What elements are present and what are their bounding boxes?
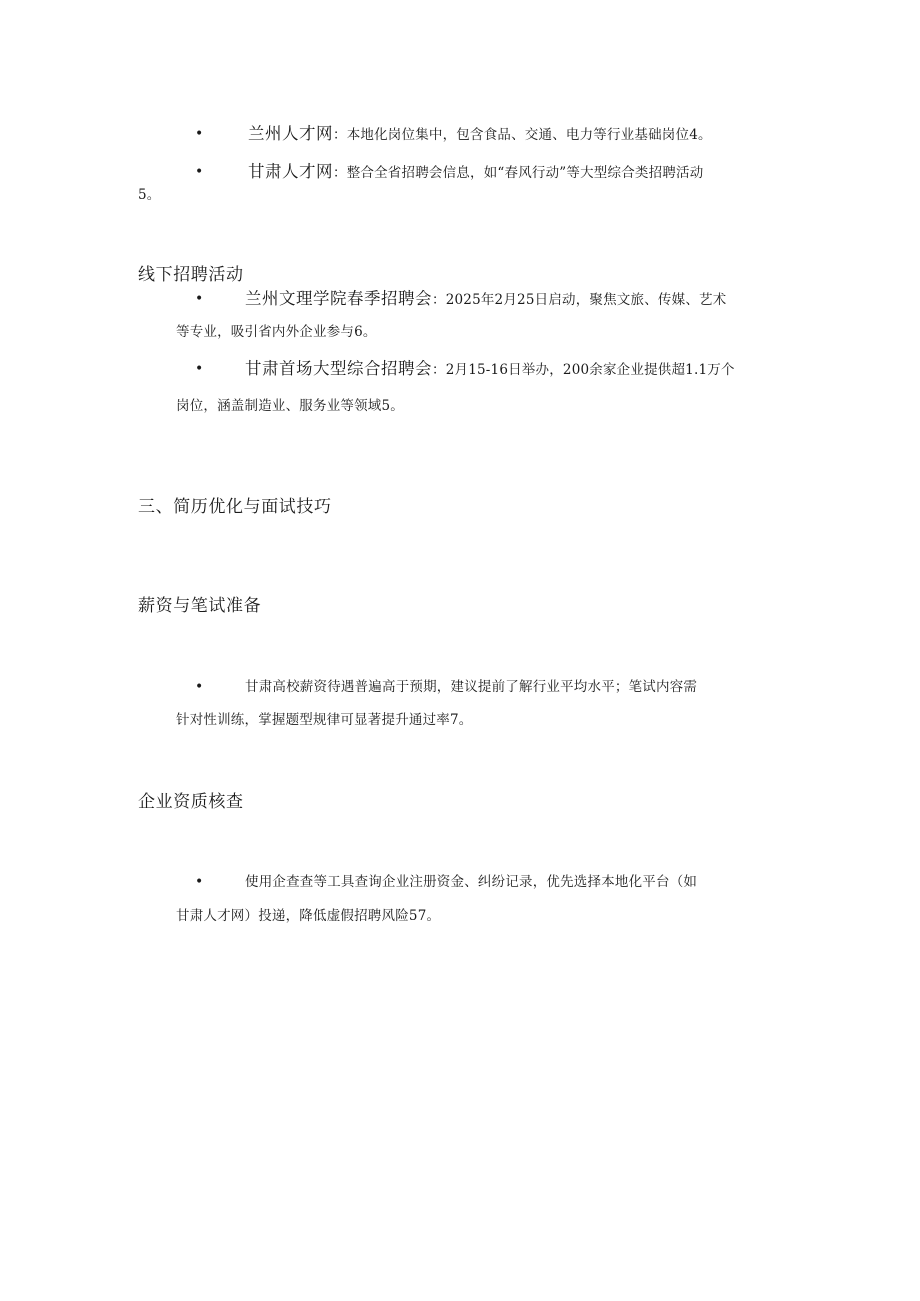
list-item-line-continued: 甘肃人才网）投递，降低虚假招聘风险57。 — [176, 908, 441, 924]
list-item-line: 甘肃高校薪资待遇普遍高于预期，建议提前了解行业平均水平；笔试内容需 — [245, 679, 698, 695]
item-description: ：本地化岗位集中，包含食品、交通、电力等行业基础岗位4。 — [333, 127, 712, 143]
item-term: 甘肃人才网 — [248, 162, 333, 181]
list-item-line-continued: 针对性训练，掌握题型规律可显著提升通过率7。 — [176, 712, 473, 728]
item-description: ：2月15-16日举办，200余家企业提供超1.1万个 — [432, 362, 735, 378]
item-description: ：整合全省招聘会信息，如“春风行动”等大型综合类招聘活动 — [333, 165, 704, 181]
list-item-line-continued: 5。 — [138, 187, 161, 203]
bullet-icon: • — [195, 291, 204, 307]
bullet-icon: • — [195, 164, 204, 180]
bullet-icon: • — [195, 874, 204, 890]
list-item-line — [245, 358, 735, 381]
list-item-line-continued: 岗位，涵盖制造业、服务业等领域5。 — [176, 398, 404, 414]
list-item-line — [245, 288, 726, 311]
section-heading-salary: 薪资与笔试准备 — [138, 596, 262, 616]
list-item-line: 使用企查查等工具查询企业注册资金、纠纷记录，优先选择本地化平台（如 — [245, 874, 698, 890]
bullet-icon: • — [195, 126, 204, 142]
list-item-line — [248, 161, 703, 184]
item-term: 兰州文理学院春季招聘会 — [245, 289, 432, 308]
item-term: 兰州人才网 — [248, 124, 333, 143]
bullet-icon: • — [195, 679, 204, 695]
section-heading-offline: 线下招聘活动 — [138, 265, 244, 285]
list-item-line-continued: 等专业，吸引省内外企业参与6。 — [176, 324, 377, 340]
item-term: 甘肃首场大型综合招聘会 — [245, 359, 432, 378]
section-heading-company: 企业资质核查 — [138, 792, 244, 812]
section-heading-resume: 三、简历优化与面试技巧 — [138, 497, 332, 517]
list-item-line — [248, 123, 712, 146]
item-description: ：2025年2月25日启动，聚焦文旅、传媒、艺术 — [432, 292, 727, 308]
bullet-icon: • — [195, 361, 204, 377]
